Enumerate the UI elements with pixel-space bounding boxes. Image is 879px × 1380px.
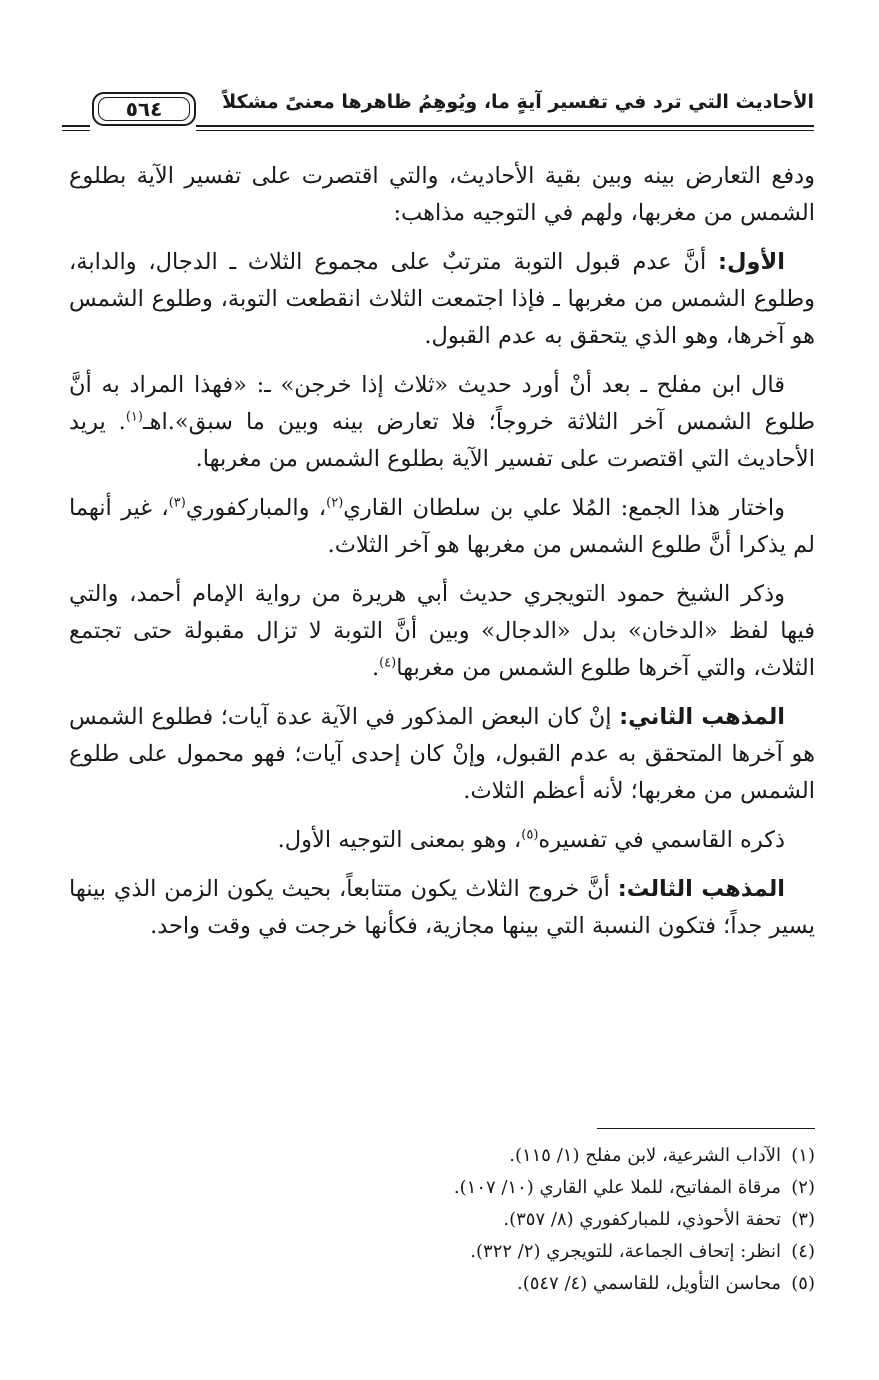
paragraph-text: ، غير أنهما لم يذكرا أنَّ طلوع الشمس من مغربها هو آخر الثلاث. [69,495,815,558]
main-text [69,158,815,957]
paragraph-text: ذكره القاسمي في تفسيره [538,827,785,853]
paragraph [69,244,815,355]
footnote-number: (٣) [791,1209,815,1230]
paragraph [69,367,815,478]
running-title: الأحاديث التي ترد في تفسير آيةٍ ما، ويُوهِمُ ظاهرها معنىً مشكلاً [222,91,814,113]
footnote [115,1204,815,1236]
footnote-number: (٤) [791,1241,815,1262]
page-number-frame [92,92,196,126]
footnote-number: (١) [791,1145,815,1166]
header-rule-tail [62,125,90,127]
paragraph-lead: المذهب الثالث: [617,876,785,902]
paragraph [69,576,815,687]
paragraph-text: وذكر الشيخ حمود التويجري حديث أبي هريرة من رواية الإمام أحمد، والتي فيها لفظ «الدخان» بدل «الدجال» وبين أنَّ التوبة لا تزال مقبولة حتى تجتمع الثلاث، والتي آخرها طلوع الشمس من مغربها [69,581,815,681]
header-rule [196,125,814,127]
paragraph-text: ودفع التعارض بينه وبين بقية الأحاديث، والتي اقتصرت على تفسير الآية بطلوع الشمس من مغربها، ولهم في التوجيه مذاهب: [69,163,815,226]
footnote [115,1172,815,1204]
footnote [115,1268,815,1300]
footnote-ref[interactable]: (٣) [168,495,186,511]
paragraph-lead: الأول: [718,249,786,275]
footnote-number: (٢) [791,1177,815,1198]
paragraph-text: واختار هذا الجمع: المُلا علي بن سلطان القاري [343,495,785,521]
footnote-ref[interactable]: (١) [125,409,143,425]
footnote-text: انظر: إتحاف الجماعة، للتويجري (٢/ ٣٢٢). [470,1241,781,1262]
footnote [115,1140,815,1172]
paragraph-text: ، وهو بمعنى التوجيه الأول. [277,827,522,853]
paragraph [69,158,815,232]
footnote-ref[interactable]: (٥) [521,827,539,843]
header-rule-thin [196,130,814,131]
page-header [62,86,814,142]
footnote-text: تحفة الأحوذي، للمباركفوري (٨/ ٣٥٧). [503,1209,781,1230]
footnote-text: مرقاة المفاتيح، للملا علي القاري (١٠/ ١٠٧). [453,1177,781,1198]
paragraph [69,490,815,564]
paragraph-text: قال ابن مفلح ـ بعد أنْ أورد حديث «ثلاث إذا خرجن» ـ: «فهذا المراد به أنَّ طلوع الشمس آخر الثلاثة خروجاً؛ فلا تعارض بينه وبين ما سبق».اهـ [69,372,815,435]
paragraph-lead: المذهب الثاني: [619,704,786,730]
paragraph [69,822,815,859]
paragraph [69,871,815,945]
footnote-text: الآداب الشرعية، لابن مفلح (١/ ١١٥). [509,1145,781,1166]
footnote-ref[interactable]: (٤) [379,655,397,671]
paragraph-text: ، والمباركفوري [185,495,327,521]
paragraph [69,699,815,810]
footnote-number: (٥) [791,1273,815,1294]
page-number: ٥٦٤ [125,97,163,121]
paragraph-text: . يريد الأحاديث التي اقتصرت على تفسير الآية بطلوع الشمس من مغربها. [69,409,815,472]
header-rule-tail-thin [62,130,90,131]
paragraph-text: إنْ كان البعض المذكور في الآية عدة آيات؛ فطلوع الشمس هو آخرها المتحقق به عدم القبول، وإنْ كان إحدى آيات؛ فهو محمول على طلوع الشمس من مغربها؛ لأنه أعظم الثلاث. [69,704,815,804]
paragraph-text: أنَّ عدم قبول التوبة مترتبٌ على مجموع الثلاث ـ الدجال، والدابة، وطلوع الشمس من مغربها ـ فإذا اجتمعت الثلاث انقطعت التوبة، وطلوع الشمس هو آخرها، وهو الذي يتحقق به عدم القبول. [69,249,815,349]
footnote [115,1236,815,1268]
paragraph-text: أنَّ خروج الثلاث يكون متتابعاً، بحيث يكون الزمن الذي بينها يسير جداً؛ فتكون النسبة التي بينها مجازية، فكأنها خرجت في وقت واحد. [69,876,815,939]
footnote-ref[interactable]: (٢) [326,495,344,511]
paragraph-text: . [371,655,380,681]
footnotes [115,1140,815,1300]
footnote-separator [597,1128,815,1129]
footnote-text: محاسن التأويل، للقاسمي (٤/ ٥٤٧). [516,1273,781,1294]
